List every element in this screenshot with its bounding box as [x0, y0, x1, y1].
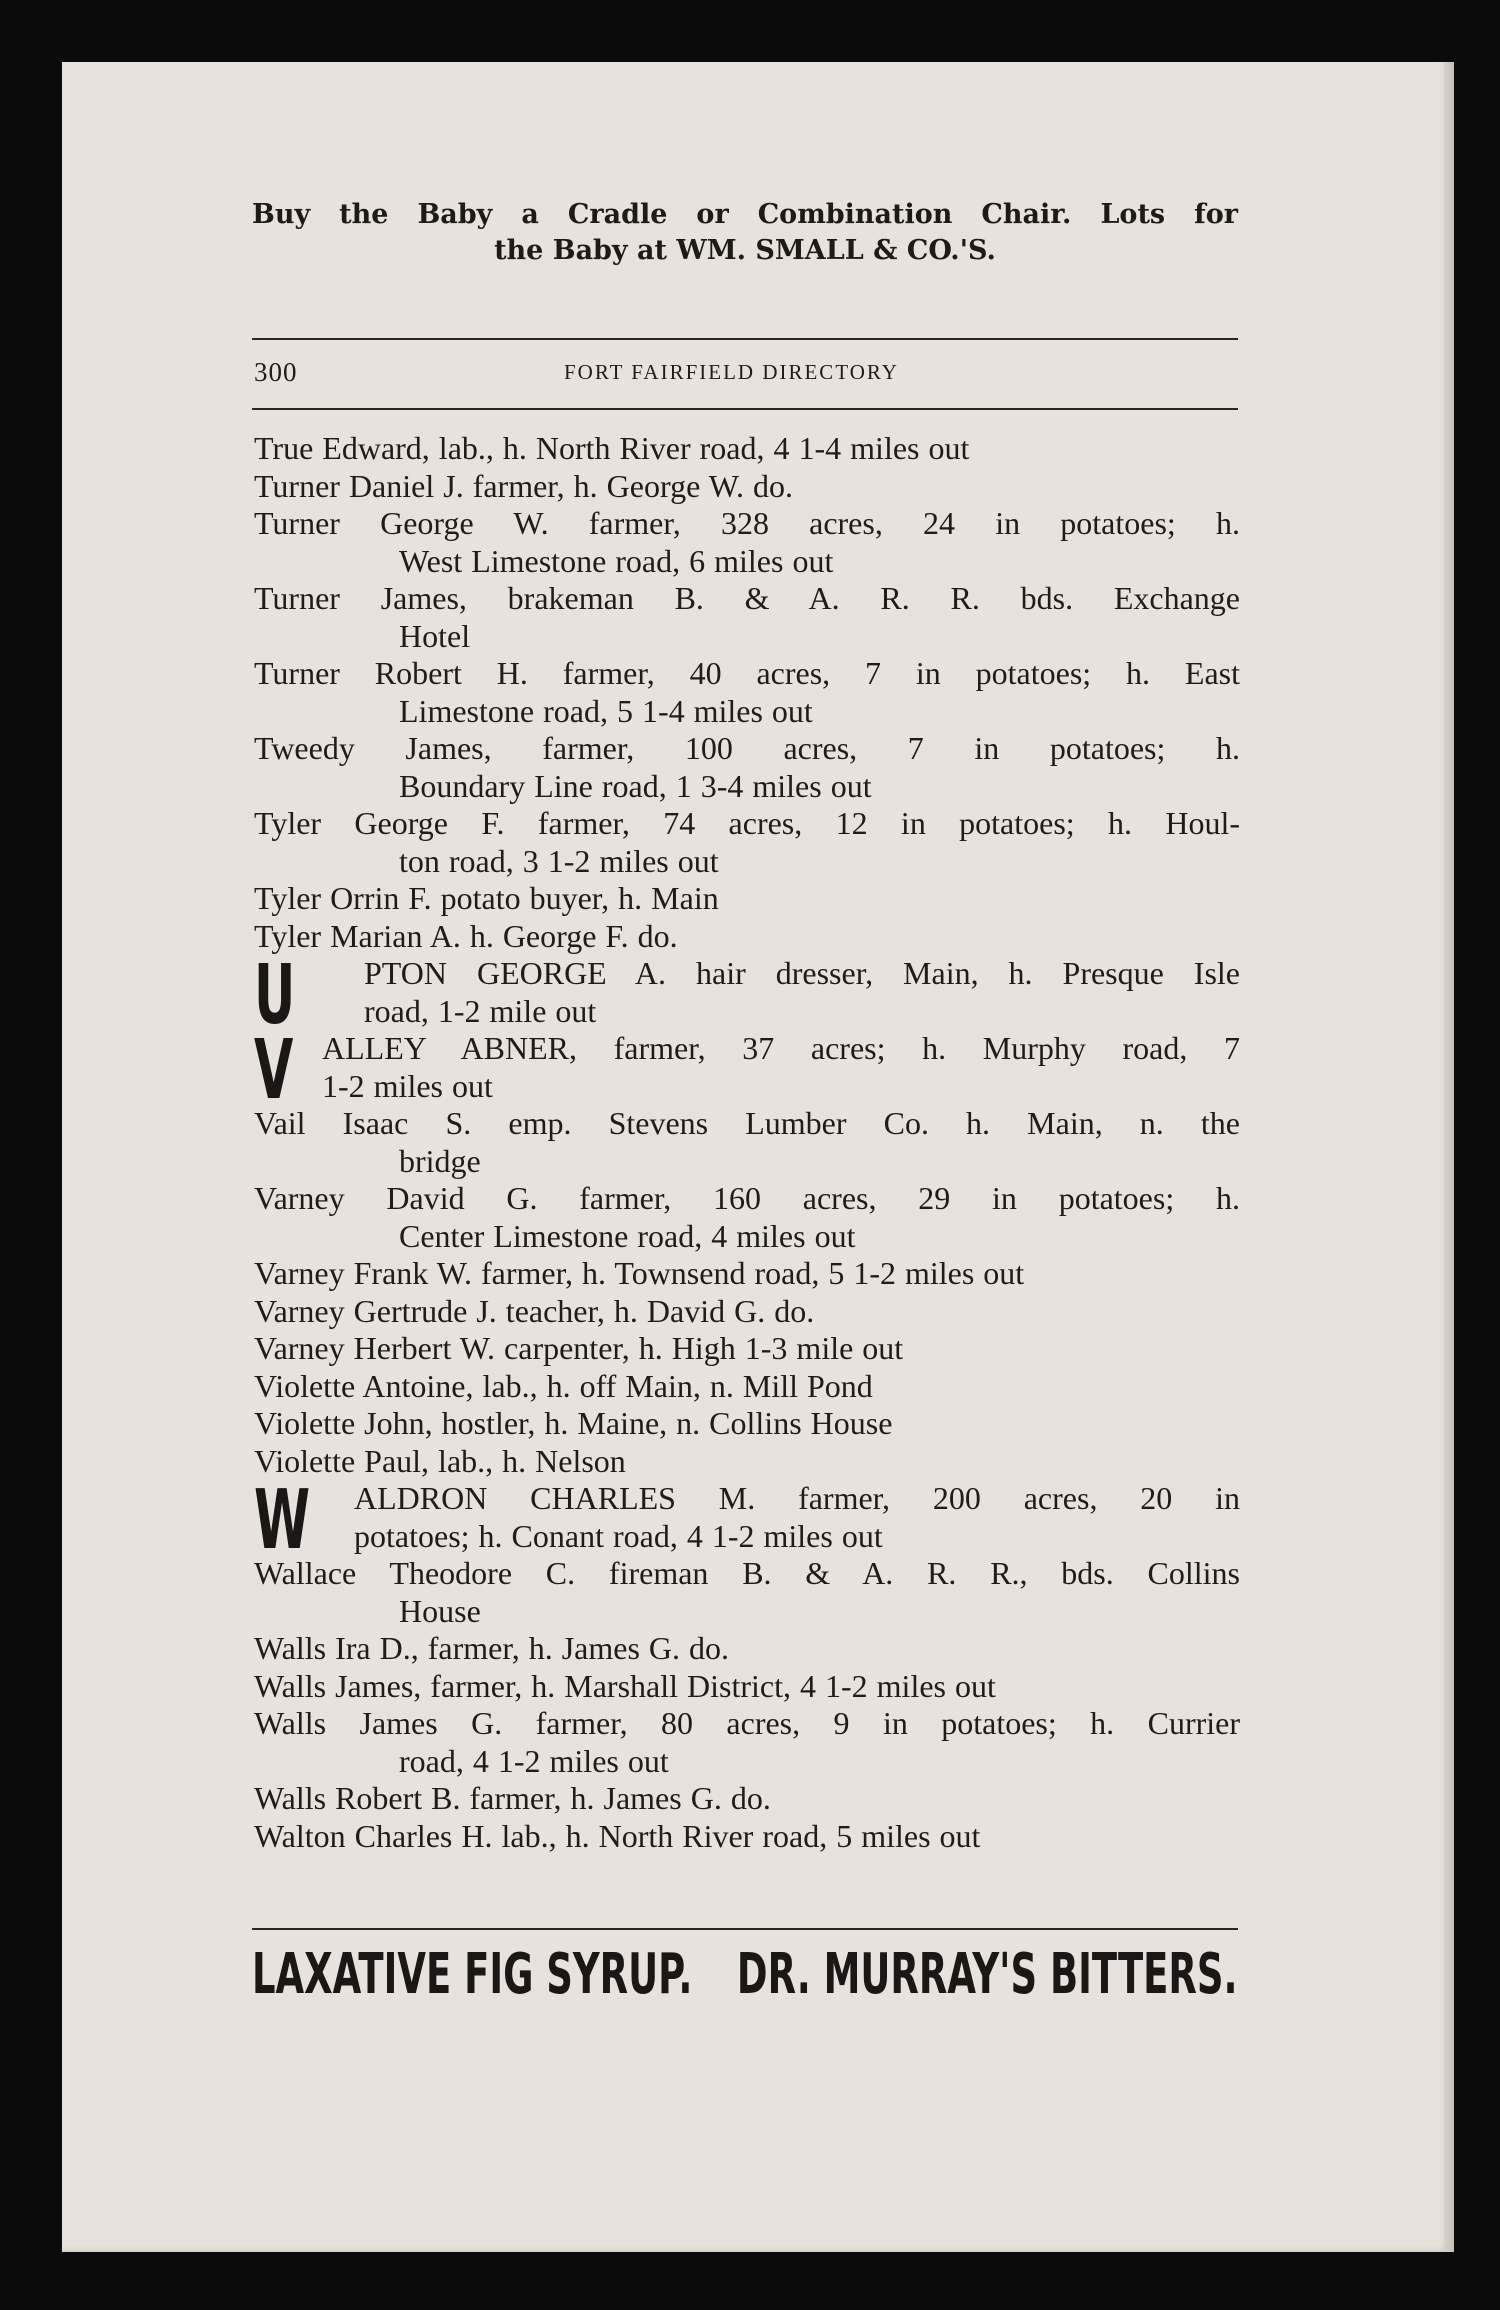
entry-continuation-line: Boundary Line road, 1 3-4 miles out: [399, 767, 872, 804]
header-rule: [252, 408, 1238, 410]
directory-entry: [254, 1105, 1240, 1180]
entry-line: Violette John, hostler, h. Maine, n. Collins House: [254, 1405, 893, 1441]
entry-line: ALDRON CHARLES M. farmer, 200 acres, 20 in: [354, 1480, 1240, 1516]
directory-title: FORT FAIRFIELD DIRECTORY: [564, 360, 899, 384]
directory-entry: [254, 655, 1240, 730]
entry-line: Walton Charles H. lab., h. North River road, 5 miles out: [254, 1817, 981, 1854]
directory-entry: [254, 1330, 1240, 1368]
entry-line: Varney David G. farmer, 160 acres, 29 in potatoes; h.: [254, 1180, 1240, 1216]
directory-entry: [254, 430, 1240, 468]
entry-line: Vail Isaac S. emp. Stevens Lumber Co. h. Main, n. the: [254, 1105, 1240, 1141]
drop-cap-initial: W: [254, 1473, 311, 1568]
directory-entry: [254, 1630, 1240, 1668]
directory-entries: [254, 430, 1240, 1855]
entry-line: Violette Paul, lab., h. Nelson: [254, 1442, 626, 1479]
entry-continuation-line: Center Limestone road, 4 miles out: [399, 1217, 856, 1254]
directory-entry: [254, 1180, 1240, 1255]
entry-line: Varney Gertrude J. teacher, h. David G. do.: [254, 1292, 815, 1329]
entry-line: Tyler George F. farmer, 74 acres, 12 in potatoes; h. Houl-: [254, 805, 1240, 841]
top-ad-line-2: the Baby at WM. SMALL & CO.'S.: [494, 235, 996, 266]
entry-line: Walls James G. farmer, 80 acres, 9 in potatoes; h. Currier: [254, 1705, 1240, 1741]
entry-line: Walls Robert B. farmer, h. James G. do.: [254, 1780, 771, 1816]
entry-line: Turner Daniel J. farmer, h. George W. do.: [254, 467, 793, 504]
directory-entry: [254, 468, 1240, 506]
directory-entry: [254, 1705, 1240, 1780]
entry-line: Violette Antoine, lab., h. off Main, n. Mill Pond: [254, 1367, 873, 1404]
page-edge: [1444, 62, 1454, 2252]
directory-entry-initial: [254, 948, 1240, 1043]
bottom-ad-left: LAXATIVE FIG SYRUP.: [252, 1942, 693, 2007]
directory-entry-initial: [254, 1023, 1240, 1118]
directory-entry: [254, 1818, 1240, 1856]
entry-continuation-line: bridge: [399, 1142, 481, 1179]
page-number: 300: [254, 357, 298, 387]
entry-continuation-line: 1-2 miles out: [322, 1067, 493, 1104]
bottom-ad-right: DR. MURRAY'S BITTERS.: [737, 1942, 1238, 2007]
bottom-advertisement: [252, 1942, 1238, 2008]
directory-entry: [254, 805, 1240, 880]
drop-cap-initial: U: [254, 948, 296, 1043]
directory-entry: [254, 1780, 1240, 1818]
entry-continuation-line: ton road, 3 1-2 miles out: [399, 842, 719, 879]
entry-continuation-line: potatoes; h. Conant road, 4 1-2 miles out: [354, 1517, 883, 1554]
entry-line: Walls Ira D., farmer, h. James G. do.: [254, 1630, 729, 1666]
directory-entry: [254, 1405, 1240, 1443]
top-ad-line-1: Buy the Baby a Cradle or Combination Chair. Lots for: [252, 199, 1238, 230]
entry-continuation-line: road, 1-2 mile out: [364, 992, 597, 1029]
entry-line: Walls James, farmer, h. Marshall District, 4 1-2 miles out: [254, 1667, 996, 1704]
entry-continuation-line: road, 4 1-2 miles out: [399, 1742, 669, 1779]
entry-line: ALLEY ABNER, farmer, 37 acres; h. Murphy road, 7: [322, 1030, 1240, 1066]
directory-entry: [254, 1368, 1240, 1406]
top-ad-rule: [252, 338, 1238, 340]
top-advertisement: [252, 197, 1238, 269]
entry-line: Turner Robert H. farmer, 40 acres, 7 in potatoes; h. East: [254, 655, 1240, 691]
entry-line: Tyler Marian A. h. George F. do.: [254, 917, 678, 954]
entry-line: Tweedy James, farmer, 100 acres, 7 in potatoes; h.: [254, 730, 1240, 766]
directory-entry: [254, 1668, 1240, 1706]
entry-line: True Edward, lab., h. North River road, 4 1-4 miles out: [254, 430, 970, 466]
entry-line: Turner James, brakeman B. & A. R. R. bds. Exchange: [254, 580, 1240, 616]
bottom-ad-rule: [252, 1928, 1238, 1930]
entry-line: Turner George W. farmer, 328 acres, 24 in potatoes; h.: [254, 505, 1240, 541]
entry-continuation-line: West Limestone road, 6 miles out: [399, 542, 834, 579]
directory-entry: [254, 1255, 1240, 1293]
directory-entry: [254, 505, 1240, 580]
entry-continuation-line: Limestone road, 5 1-4 miles out: [399, 692, 813, 729]
entry-line: PTON GEORGE A. hair dresser, Main, h. Presque Isle: [364, 955, 1240, 991]
entry-continuation-line: House: [399, 1592, 481, 1629]
directory-entry: [254, 918, 1240, 956]
entry-line: Varney Frank W. farmer, h. Townsend road, 5 1-2 miles out: [254, 1255, 1025, 1291]
running-head: [254, 357, 1240, 397]
directory-entry: [254, 580, 1240, 655]
directory-entry-initial: [254, 1473, 1240, 1568]
entry-line: Varney Herbert W. carpenter, h. High 1-3 mile out: [254, 1330, 904, 1366]
directory-entry: [254, 1443, 1240, 1481]
directory-entry: [254, 1293, 1240, 1331]
entry-line: Tyler Orrin F. potato buyer, h. Main: [254, 880, 719, 916]
directory-entry: [254, 730, 1240, 805]
directory-entry: [254, 1555, 1240, 1630]
entry-line: Wallace Theodore C. fireman B. & A. R. R., bds. Collins: [254, 1555, 1240, 1591]
drop-cap-initial: V: [254, 1023, 294, 1118]
entry-continuation-line: Hotel: [399, 617, 471, 654]
directory-entry: [254, 880, 1240, 918]
